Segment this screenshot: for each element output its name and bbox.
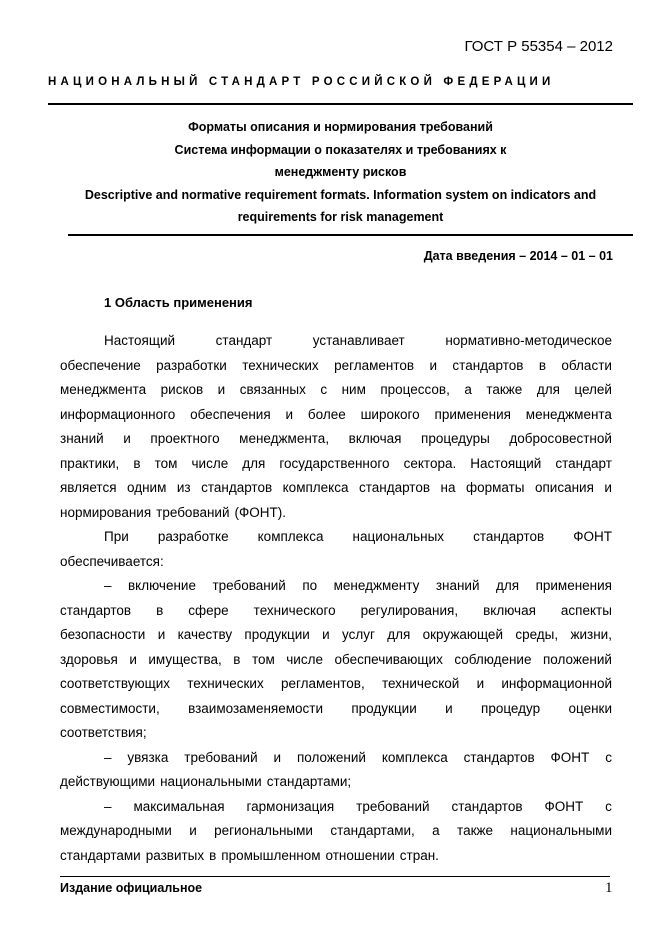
title-ru-line: Форматы описания и нормирования требований [188,120,493,134]
word: разработке [157,529,229,544]
word: также [457,823,494,838]
paragraph-scope [60,329,612,868]
word: и [217,382,226,397]
word: развитых [145,847,205,863]
word: – [104,749,112,765]
word: Настоящий [470,455,542,471]
word: совместимости, [60,700,160,716]
word: том [154,455,178,471]
word: здоровья [60,651,118,667]
word: требований [356,798,430,814]
word: менеджмента, [239,431,330,446]
text-line [60,623,612,648]
word: обеспечивается: [60,553,164,569]
word: и [429,357,438,373]
word: с [320,382,328,397]
text-line [60,770,612,795]
text-line [60,403,612,428]
title-block [48,116,633,229]
word: качеству [177,627,233,642]
text-line [60,844,612,869]
word: числе [191,455,229,471]
word: также [486,382,523,397]
title-en-line: requirements for risk management [237,210,444,224]
word: сфере [188,602,229,618]
word: на [440,480,456,495]
text-line [60,672,612,697]
word: и [445,700,453,716]
word: и [604,480,612,495]
word: ним [341,382,366,397]
word: включая [483,602,536,618]
word: ФОНТ [544,798,584,814]
text-line [60,525,612,550]
word: соблюдение [454,651,532,667]
word: технического [253,602,336,618]
word: включая [348,431,402,446]
word: для [242,455,266,471]
word: стандартов [60,602,132,618]
word: комплекса [381,749,448,765]
list-item-line [60,795,612,820]
word: имущества, [148,651,222,667]
word: региональными [214,823,313,838]
word: гармонизация [246,798,335,814]
word: технической [381,676,460,691]
word: процедур [481,700,541,716]
word: а [432,823,440,838]
word: технических [187,676,264,691]
word: требований [156,504,230,520]
text-line [60,599,612,624]
word: среды, [515,627,559,642]
word: и [273,749,282,765]
word: в [133,455,141,471]
word: области [561,357,612,373]
word: процессов, [380,382,450,397]
word: менеджменту [333,578,420,593]
edition-label: Издание официальное [60,881,203,895]
text-line [60,476,612,501]
text-line [60,819,612,844]
title-ru-line: Система информации о показателях и требованиях к [174,142,507,157]
word: с [605,749,612,765]
introduction-date: Дата введения – 2014 – 01 – 01 [423,249,613,263]
title-rule [68,234,633,236]
text-line [60,452,612,477]
word: увязка [127,749,169,765]
word: жизни, [570,627,612,642]
word: целей [574,382,612,397]
word: знаний [60,431,104,446]
section-heading: 1 Область применения [104,295,253,310]
text-line [60,501,612,526]
word: отношении [325,847,395,863]
word: из [176,480,191,495]
title-en-line: Descriptive and normative requirement formats. Information system on indicators and [84,187,597,202]
word: одним [127,480,167,495]
text-line [60,550,612,575]
word: окружающей [422,627,503,642]
word: безопасности [60,627,146,642]
text-line [60,378,612,403]
word: – [104,578,112,593]
word: стандарт [555,455,612,471]
word: стандартов [201,480,273,495]
word: государственного [279,455,390,471]
word: и [476,676,485,691]
word: соответствующих [60,676,170,691]
top-rule [48,103,633,105]
word: действующими [60,774,156,789]
word: знаний [435,578,480,593]
word: и [129,651,137,667]
word: и [189,823,197,838]
list-item-line [60,746,612,771]
word: для [387,627,411,642]
list-item-line [60,574,612,599]
word: услуг [342,627,375,642]
word: информационной [501,676,612,691]
word: стран. [399,847,439,863]
word: оценки [568,700,612,716]
word: и [157,627,166,642]
word: Настоящий [104,333,176,348]
word: промышленном [221,847,321,863]
word: описания [534,480,594,495]
word: взаимозаменяемости [188,700,323,716]
word: том [251,651,275,667]
word: аспекты [560,602,612,618]
word: максимальная [133,798,225,814]
word: обеспечивающих [334,651,443,667]
word: стандартов [358,480,431,495]
word: международными [60,823,172,838]
word: включение [128,578,196,593]
word: разработки [156,357,227,373]
word: ФОНТ [550,749,590,765]
word: является [60,480,117,495]
word: ФОНТ [573,529,612,544]
word: а [464,382,472,397]
word: широкого [360,406,420,422]
word: национальными [510,823,612,838]
word: положений [542,651,612,667]
text-line [60,721,612,746]
word: стандартами; [266,774,352,789]
word: рисков [160,382,204,397]
word: При [104,529,129,544]
word: добросовестной [509,431,612,446]
word: устанавливает [312,333,405,348]
word: продукции [244,627,310,642]
word: – [104,798,112,814]
word: стандартов [463,749,535,765]
document-code: ГОСТ Р 55354 – 2012 [464,38,613,55]
word: регламентов [334,357,415,373]
word: для [536,382,560,397]
word: нормативно-методическое [445,333,612,348]
word: применения [535,578,612,593]
word: технических [242,357,319,373]
text-line [60,697,612,722]
word: в [156,602,164,618]
word: положений [296,749,366,765]
word: проектного [150,431,220,446]
word: менеджмента [525,406,612,422]
word: обеспечение [60,357,141,373]
word: обеспечения [190,406,271,422]
national-standard-banner: НАЦИОНАЛЬНЫЙ СТАНДАРТ РОССИЙСКОЙ ФЕДЕРАЦИИ [48,76,555,88]
word: стандартов [451,798,523,814]
word: требований [184,749,258,765]
text-line [60,427,612,452]
word: по [302,578,318,593]
text-line [60,648,612,673]
word: соответствия; [60,725,147,740]
word: применения [434,406,511,422]
word: и [322,627,330,642]
word: продукции [351,700,417,716]
page-number: 1 [605,880,613,896]
word: стандарт [215,333,273,348]
word: регулирования, [360,602,459,618]
word: и [123,431,131,446]
word: требований [212,578,286,593]
word: комплекса [282,480,349,495]
word: и [285,406,294,422]
word: связанных [239,382,306,397]
word: стандартов [452,357,524,373]
word: в [538,357,547,373]
word: стандартов [473,529,545,544]
word: в [209,847,217,863]
word: в [233,651,241,667]
word: практики, [60,455,120,471]
word: с [605,798,612,814]
footer-rule [60,876,610,877]
word: стандартами [60,847,141,863]
word: стандартами, [330,823,415,838]
word: нормирования [60,504,152,520]
text-line [60,354,612,379]
word: менеджмента [60,382,147,397]
word: более [307,406,346,422]
title-ru-line: менеджменту рисков [274,165,407,179]
word: процедуры [421,431,490,446]
word: сектора. [403,455,457,471]
text-line [60,329,612,354]
word: (ФОНТ). [234,504,287,520]
word: для [496,578,520,593]
word: числе [286,651,323,667]
word: форматы [465,480,525,495]
word: комплекса [257,529,324,544]
word: национальных [352,529,445,544]
word: регламентов, [280,676,365,691]
word: информационного [60,406,176,422]
word: национальными [160,774,262,789]
